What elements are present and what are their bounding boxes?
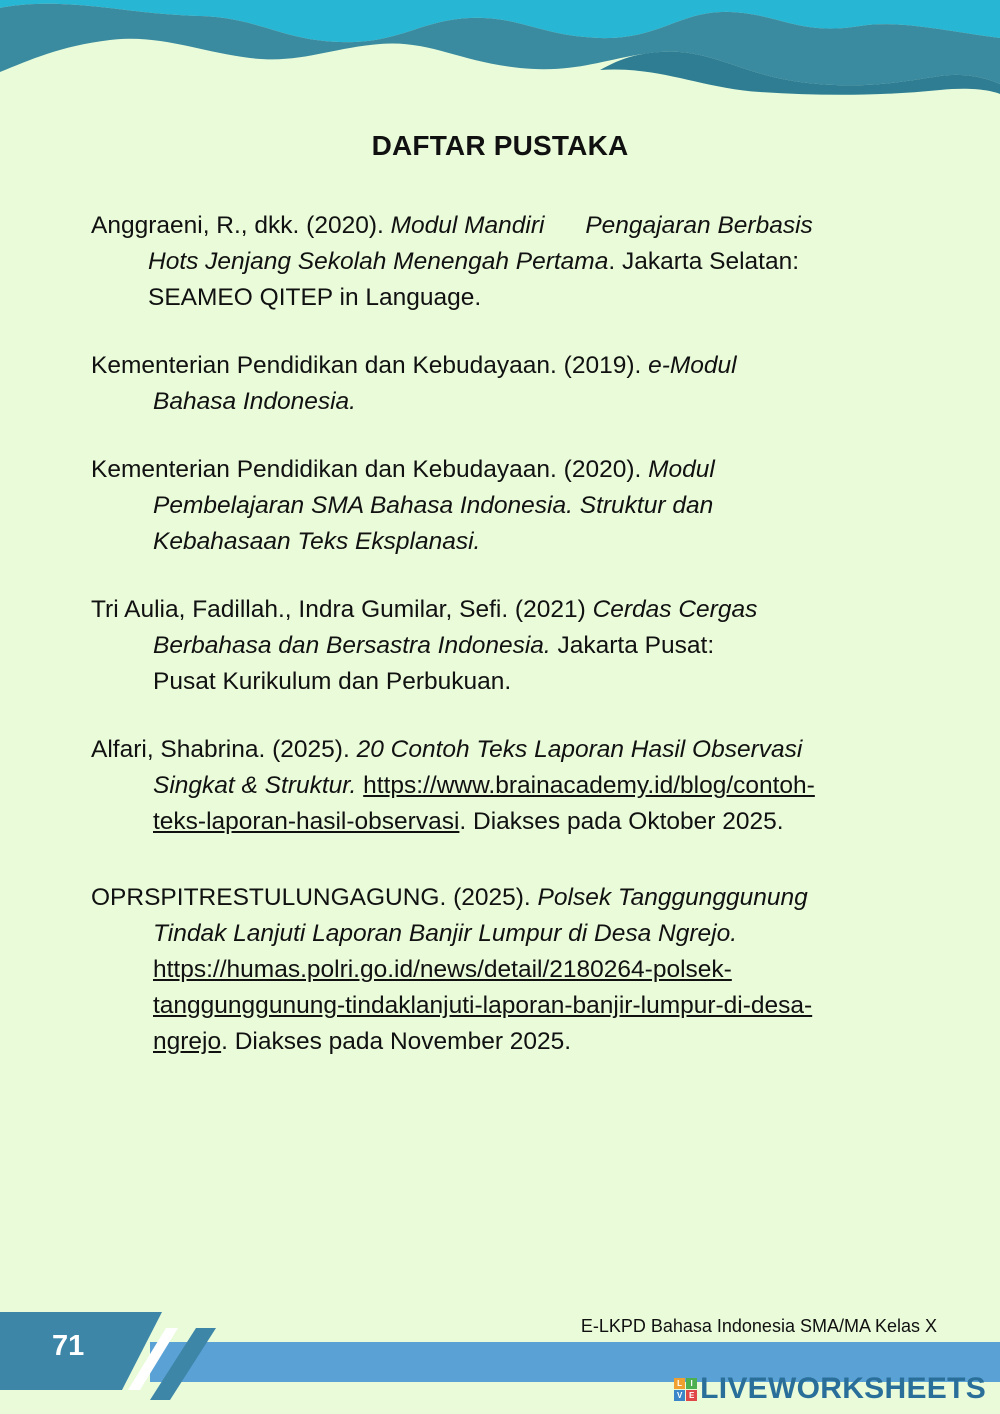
reference-link[interactable]: teks-laporan-hasil-observasi [153,808,460,835]
reference-title: Modul Mandiri [390,212,545,239]
book-title-footer: E-LKPD Bahasa Indonesia SMA/MA Kelas X [580,1316,937,1336]
reference-publisher: SEAMEO QITEP in Language. [148,284,482,311]
liveworksheets-logo-icon: L I V E [674,1378,697,1401]
reference-link[interactable]: https://humas.polri.go.id/news/detail/2180264-polsek- [153,956,732,983]
page-number: 71 [52,1330,85,1362]
liveworksheets-brand[interactable] [674,1372,986,1406]
reference-line [91,384,737,420]
reference-line [91,208,813,244]
reference-line [91,452,715,488]
top-wave-decoration [0,0,1000,110]
reference-line [91,880,812,916]
reference-title: Modul [648,456,715,483]
reference-title: e-Modul [648,352,737,379]
reference-title: Cerdas Cergas [592,596,758,623]
reference-author: Alfari, Shabrina. (2025). [91,736,357,763]
reference-item [91,880,812,1060]
reference-title: Polsek Tanggunggunung [537,884,808,911]
reference-author: Anggraeni, R., dkk. (2020). [91,212,391,239]
reference-item [91,208,813,316]
liveworksheets-wordmark: LIVEWORKSHEETS [700,1372,986,1405]
reference-line [91,280,813,316]
reference-title: Singkat & Struktur. [153,772,357,799]
reference-title: Kebahasaan Teks Eksplanasi. [153,528,481,555]
reference-line: teks-laporan-hasil-observasi. Diakses pada Oktober 2025. [153,808,784,835]
reference-author: OPRSPITRESTULUNGAGUNG. (2025). [91,884,538,911]
reference-item [91,732,815,840]
reference-item [91,348,737,420]
reference-line [91,916,812,952]
reference-line [91,988,812,1024]
reference-title: 20 Contoh Teks Laporan Hasil Observasi [356,736,803,763]
reference-item [91,592,757,700]
reference-author: Kementerian Pendidikan dan Kebudayaan. (2020). [91,456,649,483]
reference-title: Bahasa Indonesia. [153,388,356,415]
reference-publisher: Pusat Kurikulum dan Perbukuan. [153,668,512,695]
reference-line [91,732,815,768]
reference-item [91,452,715,560]
reference-title: Pembelajaran SMA Bahasa Indonesia. Struktur dan [153,492,714,519]
reference-line [91,768,815,804]
reference-link[interactable]: tanggunggunung-tindaklanjuti-laporan-banjir-lumpur-di-desa- [153,992,813,1019]
reference-line [91,952,812,988]
reference-line: Berbahasa dan Bersastra Indonesia. Jakarta Pusat: [153,632,715,659]
reference-title: Berbahasa dan Bersastra Indonesia. [153,632,551,659]
reference-link[interactable]: https://www.brainacademy.id/blog/contoh- [363,772,815,799]
reference-line [91,524,715,560]
reference-line [91,664,757,700]
reference-line: Hots Jenjang Sekolah Menengah Pertama. Jakarta Selatan: [148,248,800,275]
reference-line [91,488,715,524]
reference-title: Pengajaran Berbasis [585,212,813,239]
page-title: DAFTAR PUSTAKA [371,130,629,161]
reference-line [91,592,757,628]
reference-title: Tindak Lanjuti Laporan Banjir Lumpur di Desa Ngrejo. [153,920,738,947]
reference-author: Tri Aulia, Fadillah., Indra Gumilar, Sefi. (2021) [91,596,593,623]
reference-author: Kementerian Pendidikan dan Kebudayaan. (2019). [91,352,649,379]
reference-title: Hots Jenjang Sekolah Menengah Pertama [148,248,609,275]
reference-line [91,348,737,384]
reference-line: ngrejo. Diakses pada November 2025. [153,1028,572,1055]
reference-link[interactable]: ngrejo [153,1028,222,1055]
